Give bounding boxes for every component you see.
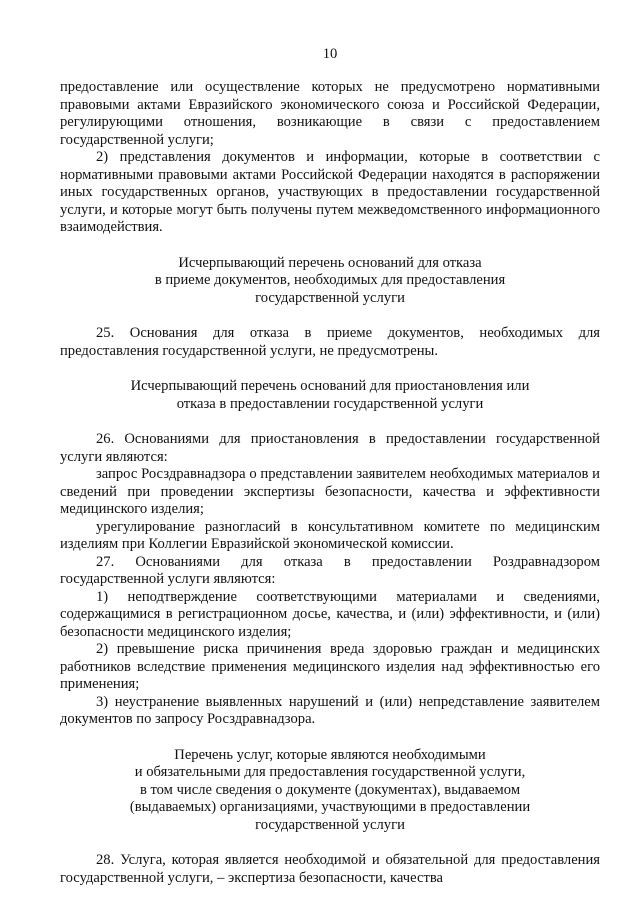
heading-line: государственной услуги	[255, 816, 405, 833]
paragraph-27-2: 2) превышение риска причинения вреда здоровью граждан и медицинских работников вследствие применения медицинского изделия над эффективностью его применения;	[60, 641, 600, 692]
heading-line: Исчерпывающий перечень оснований для приостановления или	[130, 378, 530, 394]
heading-line: и обязательными для предоставления государственной услуги,	[134, 764, 526, 780]
paragraph-25: 25. Основания для отказа в приеме документов, необходимых для предоставления государственной услуги, не предусмотрены.	[60, 325, 600, 359]
heading-line: отказа в предоставлении государственной услуги	[176, 395, 484, 412]
heading-line: в том числе сведения о документе (документах), выдаваемом	[139, 781, 521, 798]
section-heading-services	[60, 747, 600, 835]
paragraph-26: 26. Основаниями для приостановления в предоставлении государственной услуги являются:	[60, 431, 600, 465]
section-heading-refusal-acceptance	[60, 255, 600, 308]
heading-line: Перечень услуг, которые являются необходимыми	[174, 746, 486, 763]
paragraph-27-1: 1) неподтверждение соответствующими материалами и сведениями, содержащимися в регистрационном досье, качества, и (или) эффективности, и (или) безопасности медицинского изделия;	[60, 588, 600, 640]
paragraph-27: 27. Основаниями для отказа в предоставлении Роздравнадзором государственной услуги являются:	[60, 553, 600, 587]
paragraph-item-2: 2) представления документов и информации, которые в соответствии с нормативными правовыми актами Российской Федерации находятся в распоряжении иных государственных органов, участвующих в предоставлении государственной услуги, и которые могут быть получены путем межведомственного информационного взаимодействия.	[60, 149, 600, 235]
paragraph-28: 28. Услуга, которая является необходимой и обязательной для предоставления государственной услуги, – экспертиза безопасности, качества	[60, 852, 600, 886]
paragraph-26-b: урегулирование разногласий в консультативном комитете по медицинским изделиям при Коллегии Евразийской экономической комиссии.	[60, 518, 600, 552]
heading-line: (выдаваемых) организациями, участвующими в предоставлении	[129, 799, 531, 815]
heading-line: Исчерпывающий перечень оснований для отказа	[178, 254, 482, 271]
page-number: 10	[322, 46, 338, 62]
heading-line: государственной услуги	[255, 289, 405, 306]
paragraph-27-3: 3) неустранение выявленных нарушений и (или) непредставление заявителем документов по запросу Росздравнадзора.	[60, 693, 600, 727]
paragraph-continuation: предоставление или осуществление которых не предусмотрено нормативными правовыми актами Евразийского экономического союза и Российской Федерации, регулирующими отношения, возникающие в связи с предоставлением государственной услуги;	[60, 79, 600, 148]
document-body	[60, 79, 600, 887]
paragraph-26-a: запрос Росздравнадзора о представлении заявителем необходимых материалов и сведений при проведении экспертизы безопасности, качества и эффективности медицинского изделия;	[60, 466, 600, 517]
document-page	[60, 0, 600, 905]
heading-line: в приеме документов, необходимых для предоставления	[154, 272, 506, 288]
section-heading-suspension	[60, 378, 600, 413]
